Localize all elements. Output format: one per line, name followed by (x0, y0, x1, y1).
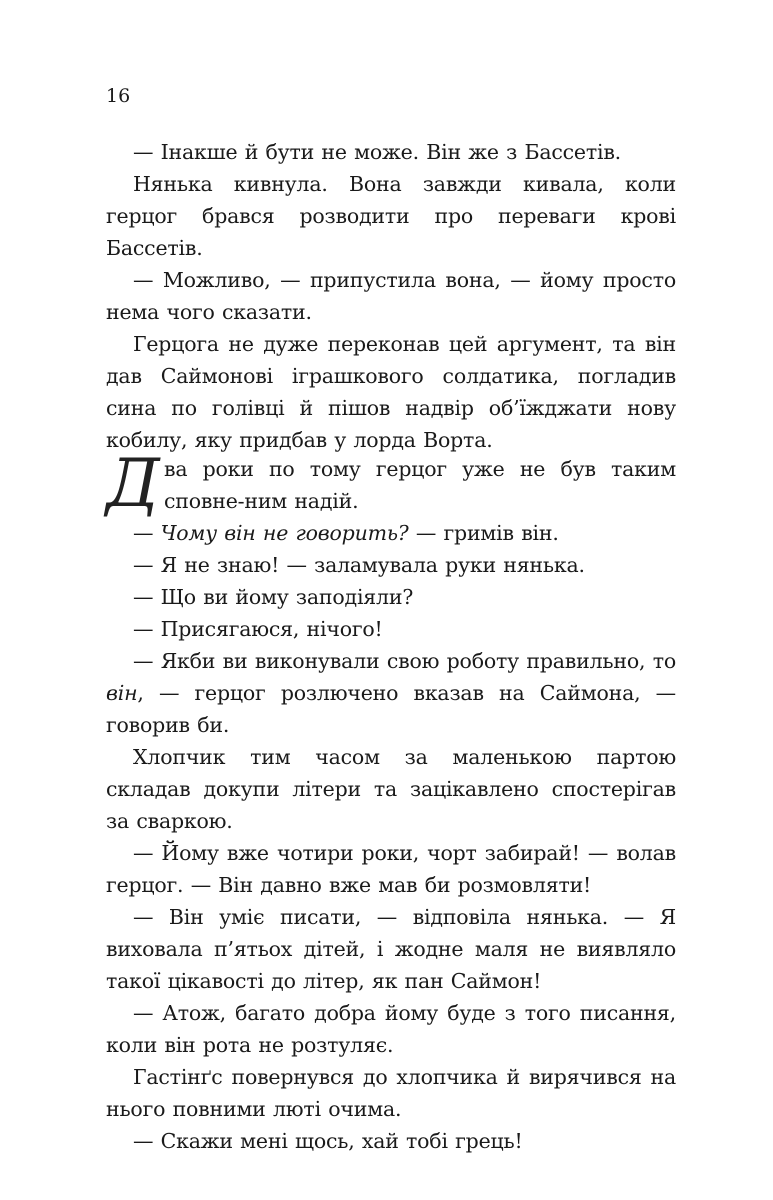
paragraph: — Скажи мені щось, хай тобі грець! (133, 1129, 523, 1153)
speech-tail: — гримів він. (408, 521, 559, 545)
paragraph: — Атож, багато добра йому буде з того писання, коли він рота не розтуляє. (106, 1001, 676, 1057)
paragraph: — Можливо, — припустила вона, — йому просто нема чого сказати. (106, 268, 676, 324)
drop-cap: Д (106, 445, 160, 522)
paragraph: ва роки по тому герцог уже не був таким сповне-ним надій. (164, 457, 676, 513)
italic-speech: Чому він не говорить? (160, 521, 409, 545)
speech-part: — Якби ви виконували свою роботу правильно, то (133, 649, 676, 673)
paragraph: — Інакше й бути не може. Він же з Бассетів. (133, 140, 621, 164)
paragraph (106, 645, 676, 741)
italic-word: він (106, 681, 138, 705)
page-number: 16 (106, 85, 131, 107)
paragraph: — Я не знаю! — заламувала руки нянька. (133, 553, 585, 577)
paragraph: — Він уміє писати, — відповіла нянька. — Я виховала п’ятьох дітей, і жодне маля не виявляло такої цікавості до літер, як пан Саймон! (106, 905, 676, 993)
paragraph: — Присягаюся, нічого! (133, 617, 383, 641)
text-block-2 (106, 445, 676, 1157)
paragraph (106, 517, 676, 549)
paragraph: — Що ви йому заподіяли? (133, 585, 414, 609)
paragraph: Хлопчик тим часом за маленькою партою складав докупи літери та зацікавлено спостерігав за сваркою. (106, 745, 676, 833)
paragraph: Гастінґс повернувся до хлопчика й вирячився на нього повними люті очима. (106, 1065, 676, 1121)
dropcap-paragraph (106, 445, 676, 522)
speech-part: , — герцог розлючено вказав на Саймона, — говорив би. (106, 681, 676, 737)
paragraph: — Йому вже чотири роки, чорт забирай! — волав герцог. — Він давно вже мав би розмовляти! (106, 841, 676, 897)
dropcap-body (164, 453, 676, 517)
paragraph: Нянька кивнула. Вона завжди кивала, коли герцог брався розводити про переваги крові Бассетів. (106, 172, 676, 260)
dash: — (133, 521, 161, 545)
text-block-1 (106, 136, 676, 456)
paragraph: Герцога не дуже переконав цей аргумент, та він дав Саймонові іграшкового солдатика, погладив сина по голівці й пішов надвір об’їжджати нову кобилу, яку придбав у лорда Ворта. (106, 332, 676, 452)
